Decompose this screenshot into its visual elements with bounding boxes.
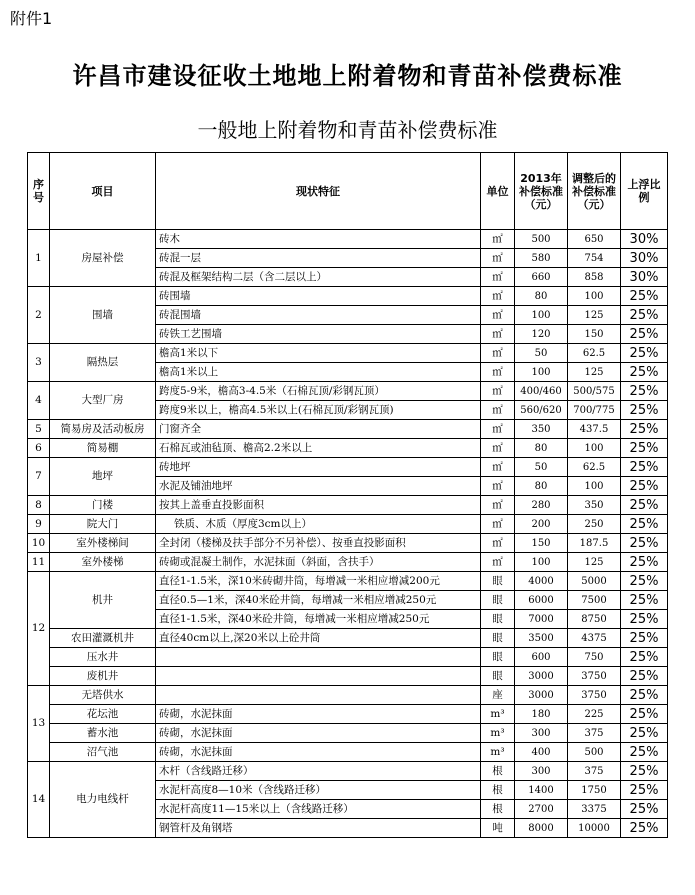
row-adjusted: 500 xyxy=(568,743,621,762)
table-row xyxy=(28,686,668,705)
row-feature: 砖砌，水泥抹面 xyxy=(156,743,481,762)
row-feature: 铁质、木质（厚度3cm以上） xyxy=(156,515,481,534)
table-row xyxy=(28,230,668,249)
row-std2013: 100 xyxy=(515,363,568,382)
row-feature xyxy=(156,667,481,686)
row-feature: 水泥杆高度8—10米（含线路迁移） xyxy=(156,781,481,800)
row-ratio: 25% xyxy=(621,667,668,686)
row-unit: 眼 xyxy=(481,572,515,591)
row-feature: 全封闭（楼梯及扶手部分不另补偿）、按垂直投影面积 xyxy=(156,534,481,553)
table-row xyxy=(28,534,668,553)
row-unit: ㎡ xyxy=(481,515,515,534)
row-no: 9 xyxy=(28,515,50,534)
row-ratio: 25% xyxy=(621,458,668,477)
row-adjusted: 3750 xyxy=(568,686,621,705)
row-ratio: 25% xyxy=(621,363,668,382)
row-feature: 跨度5-9米，檐高3-4.5米（石棉瓦顶/彩钢瓦顶） xyxy=(156,382,481,401)
row-std2013: 50 xyxy=(515,344,568,363)
row-ratio: 25% xyxy=(621,344,668,363)
row-adjusted: 375 xyxy=(568,762,621,781)
row-item: 房屋补偿 xyxy=(50,230,156,287)
header-adjusted: 调整后的补偿标准（元） xyxy=(568,153,621,230)
row-unit: ㎡ xyxy=(481,458,515,477)
row-std2013: 580 xyxy=(515,249,568,268)
row-adjusted: 62.5 xyxy=(568,344,621,363)
row-unit: 吨 xyxy=(481,819,515,838)
row-std2013: 300 xyxy=(515,762,568,781)
row-feature: 水泥杆高度11—15米以上（含线路迁移） xyxy=(156,800,481,819)
row-unit: 座 xyxy=(481,686,515,705)
row-ratio: 25% xyxy=(621,610,668,629)
row-std2013: 100 xyxy=(515,553,568,572)
table-row xyxy=(28,572,668,591)
row-ratio: 30% xyxy=(621,268,668,287)
row-adjusted: 225 xyxy=(568,705,621,724)
row-adjusted: 3750 xyxy=(568,667,621,686)
row-item: 围墙 xyxy=(50,287,156,344)
row-adjusted: 375 xyxy=(568,724,621,743)
row-unit: ㎡ xyxy=(481,553,515,572)
row-no: 5 xyxy=(28,420,50,439)
row-item: 压水井 xyxy=(50,648,156,667)
row-feature: 木杆（含线路迁移） xyxy=(156,762,481,781)
row-adjusted: 858 xyxy=(568,268,621,287)
row-adjusted: 125 xyxy=(568,553,621,572)
row-unit: 眼 xyxy=(481,591,515,610)
row-unit: ㎡ xyxy=(481,249,515,268)
document-subtitle: 一般地上附着物和青苗补偿费标准 xyxy=(197,118,498,142)
row-item: 花坛池 xyxy=(50,705,156,724)
row-item: 室外楼梯 xyxy=(50,553,156,572)
row-unit: ㎡ xyxy=(481,344,515,363)
row-unit: ㎡ xyxy=(481,401,515,420)
row-item: 蓄水池 xyxy=(50,724,156,743)
row-unit: ㎡ xyxy=(481,325,515,344)
row-feature: 砖砌，水泥抹面 xyxy=(156,724,481,743)
table-row xyxy=(28,705,668,724)
row-feature: 按其上盖垂直投影面积 xyxy=(156,496,481,515)
row-no: 3 xyxy=(28,344,50,382)
row-ratio: 25% xyxy=(621,705,668,724)
row-unit: 眼 xyxy=(481,667,515,686)
row-feature xyxy=(156,686,481,705)
row-unit: m³ xyxy=(481,724,515,743)
row-ratio: 25% xyxy=(621,534,668,553)
table-row xyxy=(28,629,668,648)
row-feature: 檐高1米以上 xyxy=(156,363,481,382)
row-feature xyxy=(156,648,481,667)
row-ratio: 25% xyxy=(621,572,668,591)
row-no: 13 xyxy=(28,686,50,762)
row-adjusted: 754 xyxy=(568,249,621,268)
row-unit: ㎡ xyxy=(481,306,515,325)
compensation-table xyxy=(27,152,668,838)
row-no: 7 xyxy=(28,458,50,496)
row-item: 机井 xyxy=(50,572,156,629)
row-unit: 眼 xyxy=(481,629,515,648)
row-adjusted: 437.5 xyxy=(568,420,621,439)
row-adjusted: 650 xyxy=(568,230,621,249)
row-unit: 根 xyxy=(481,781,515,800)
header-std2013: 2013年补偿标准（元） xyxy=(515,153,568,230)
row-std2013: 80 xyxy=(515,439,568,458)
table-row xyxy=(28,439,668,458)
row-feature: 跨度9米以上，檐高4.5米以上(石棉瓦顶/彩钢瓦顶) xyxy=(156,401,481,420)
row-adjusted: 3375 xyxy=(568,800,621,819)
row-item: 室外楼梯间 xyxy=(50,534,156,553)
row-ratio: 30% xyxy=(621,249,668,268)
row-ratio: 25% xyxy=(621,686,668,705)
header-feature: 现状特征 xyxy=(156,153,481,230)
row-adjusted: 750 xyxy=(568,648,621,667)
row-ratio: 25% xyxy=(621,515,668,534)
row-ratio: 25% xyxy=(621,382,668,401)
row-std2013: 280 xyxy=(515,496,568,515)
table-row xyxy=(28,667,668,686)
row-feature: 钢管杆及角钢塔 xyxy=(156,819,481,838)
header-no: 序号 xyxy=(28,153,50,230)
row-unit: m³ xyxy=(481,705,515,724)
row-feature: 直径1-1.5米，深40米砼井筒，每增减一米相应增减250元 xyxy=(156,610,481,629)
row-ratio: 25% xyxy=(621,496,668,515)
row-ratio: 25% xyxy=(621,553,668,572)
row-std2013: 300 xyxy=(515,724,568,743)
row-item: 简易棚 xyxy=(50,439,156,458)
row-item: 门楼 xyxy=(50,496,156,515)
row-std2013: 50 xyxy=(515,458,568,477)
row-ratio: 30% xyxy=(621,230,668,249)
row-no: 2 xyxy=(28,287,50,344)
row-ratio: 25% xyxy=(621,401,668,420)
row-ratio: 25% xyxy=(621,287,668,306)
attachment-label: 附件1 xyxy=(10,9,53,28)
row-feature: 砖砌，水泥抹面 xyxy=(156,705,481,724)
row-std2013: 3000 xyxy=(515,667,568,686)
row-no: 11 xyxy=(28,553,50,572)
row-feature: 檐高1米以下 xyxy=(156,344,481,363)
row-feature: 门窗齐全 xyxy=(156,420,481,439)
row-adjusted: 62.5 xyxy=(568,458,621,477)
row-adjusted: 100 xyxy=(568,287,621,306)
row-ratio: 25% xyxy=(621,781,668,800)
row-std2013: 120 xyxy=(515,325,568,344)
row-std2013: 6000 xyxy=(515,591,568,610)
row-unit: ㎡ xyxy=(481,230,515,249)
row-ratio: 25% xyxy=(621,819,668,838)
table-row xyxy=(28,382,668,401)
row-std2013: 2700 xyxy=(515,800,568,819)
row-feature: 石棉瓦或油毡顶、檐高2.2米以上 xyxy=(156,439,481,458)
row-adjusted: 700/775 xyxy=(568,401,621,420)
row-feature: 砖铁工艺围墙 xyxy=(156,325,481,344)
row-ratio: 25% xyxy=(621,629,668,648)
row-std2013: 200 xyxy=(515,515,568,534)
header-item: 项目 xyxy=(50,153,156,230)
row-std2013: 180 xyxy=(515,705,568,724)
row-feature: 砖混及框架结构二层（含二层以上） xyxy=(156,268,481,287)
table-row xyxy=(28,762,668,781)
row-unit: ㎡ xyxy=(481,477,515,496)
table-row xyxy=(28,344,668,363)
header-ratio: 上浮比例 xyxy=(621,153,668,230)
row-unit: ㎡ xyxy=(481,268,515,287)
row-item: 电力电线杆 xyxy=(50,762,156,838)
row-ratio: 25% xyxy=(621,306,668,325)
row-feature: 砖地坪 xyxy=(156,458,481,477)
row-ratio: 25% xyxy=(621,648,668,667)
row-item: 沼气池 xyxy=(50,743,156,762)
row-std2013: 3000 xyxy=(515,686,568,705)
table-row xyxy=(28,496,668,515)
row-unit: ㎡ xyxy=(481,496,515,515)
row-std2013: 400 xyxy=(515,743,568,762)
row-feature: 直径40cm以上,深20米以上砼井筒 xyxy=(156,629,481,648)
row-ratio: 25% xyxy=(621,762,668,781)
table-row xyxy=(28,287,668,306)
row-adjusted: 100 xyxy=(568,439,621,458)
document-title: 许昌市建设征收土地地上附着物和青苗补偿费标准 xyxy=(72,62,623,90)
row-unit: ㎡ xyxy=(481,534,515,553)
row-item: 无塔供水 xyxy=(50,686,156,705)
row-item: 简易房及活动板房 xyxy=(50,420,156,439)
row-std2013: 7000 xyxy=(515,610,568,629)
row-adjusted: 100 xyxy=(568,477,621,496)
table-header-row xyxy=(28,153,668,230)
row-ratio: 25% xyxy=(621,420,668,439)
table-row xyxy=(28,553,668,572)
row-ratio: 25% xyxy=(621,743,668,762)
row-item: 院大门 xyxy=(50,515,156,534)
row-feature: 砖木 xyxy=(156,230,481,249)
table-row xyxy=(28,743,668,762)
row-adjusted: 187.5 xyxy=(568,534,621,553)
table-row xyxy=(28,458,668,477)
row-adjusted: 5000 xyxy=(568,572,621,591)
row-adjusted: 250 xyxy=(568,515,621,534)
table-row xyxy=(28,724,668,743)
row-item: 大型厂房 xyxy=(50,382,156,420)
row-unit: 根 xyxy=(481,800,515,819)
row-feature: 砖围墙 xyxy=(156,287,481,306)
row-std2013: 8000 xyxy=(515,819,568,838)
row-std2013: 100 xyxy=(515,306,568,325)
row-no: 8 xyxy=(28,496,50,515)
row-std2013: 3500 xyxy=(515,629,568,648)
row-no: 6 xyxy=(28,439,50,458)
table-row xyxy=(28,648,668,667)
header-unit: 单位 xyxy=(481,153,515,230)
row-unit: 眼 xyxy=(481,648,515,667)
row-unit: 眼 xyxy=(481,610,515,629)
row-std2013: 1400 xyxy=(515,781,568,800)
row-feature: 直径0.5—1米，深40米砼井筒，每增减一米相应增减250元 xyxy=(156,591,481,610)
row-ratio: 25% xyxy=(621,591,668,610)
row-no: 10 xyxy=(28,534,50,553)
row-unit: ㎡ xyxy=(481,439,515,458)
row-ratio: 25% xyxy=(621,439,668,458)
row-adjusted: 10000 xyxy=(568,819,621,838)
row-item: 隔热层 xyxy=(50,344,156,382)
row-adjusted: 500/575 xyxy=(568,382,621,401)
row-feature: 砖混一层 xyxy=(156,249,481,268)
row-std2013: 560/620 xyxy=(515,401,568,420)
row-adjusted: 1750 xyxy=(568,781,621,800)
row-feature: 直径1-1.5米，深10米砖砌井筒，每增减一米相应增减200元 xyxy=(156,572,481,591)
row-std2013: 660 xyxy=(515,268,568,287)
row-std2013: 80 xyxy=(515,477,568,496)
row-item: 农田灌溉机井 xyxy=(50,629,156,648)
row-no: 12 xyxy=(28,572,50,686)
row-unit: ㎡ xyxy=(481,287,515,306)
table-row xyxy=(28,515,668,534)
row-adjusted: 8750 xyxy=(568,610,621,629)
row-feature: 砖混围墙 xyxy=(156,306,481,325)
row-ratio: 25% xyxy=(621,325,668,344)
row-adjusted: 4375 xyxy=(568,629,621,648)
row-unit: 根 xyxy=(481,762,515,781)
row-std2013: 500 xyxy=(515,230,568,249)
row-std2013: 80 xyxy=(515,287,568,306)
row-no: 1 xyxy=(28,230,50,287)
row-std2013: 150 xyxy=(515,534,568,553)
row-no: 14 xyxy=(28,762,50,838)
row-adjusted: 150 xyxy=(568,325,621,344)
row-std2013: 400/460 xyxy=(515,382,568,401)
row-feature: 砖砌或混凝土制作，水泥抹面（斜面，含扶手） xyxy=(156,553,481,572)
row-item: 废机井 xyxy=(50,667,156,686)
row-unit: ㎡ xyxy=(481,363,515,382)
row-adjusted: 350 xyxy=(568,496,621,515)
row-feature: 水泥及铺油地坪 xyxy=(156,477,481,496)
row-std2013: 350 xyxy=(515,420,568,439)
row-adjusted: 125 xyxy=(568,363,621,382)
row-item: 地坪 xyxy=(50,458,156,496)
row-adjusted: 7500 xyxy=(568,591,621,610)
row-std2013: 600 xyxy=(515,648,568,667)
row-ratio: 25% xyxy=(621,477,668,496)
table-row xyxy=(28,420,668,439)
row-no: 4 xyxy=(28,382,50,420)
row-ratio: 25% xyxy=(621,724,668,743)
row-unit: m³ xyxy=(481,743,515,762)
row-std2013: 4000 xyxy=(515,572,568,591)
row-unit: ㎡ xyxy=(481,382,515,401)
row-adjusted: 125 xyxy=(568,306,621,325)
row-ratio: 25% xyxy=(621,800,668,819)
row-unit: ㎡ xyxy=(481,420,515,439)
